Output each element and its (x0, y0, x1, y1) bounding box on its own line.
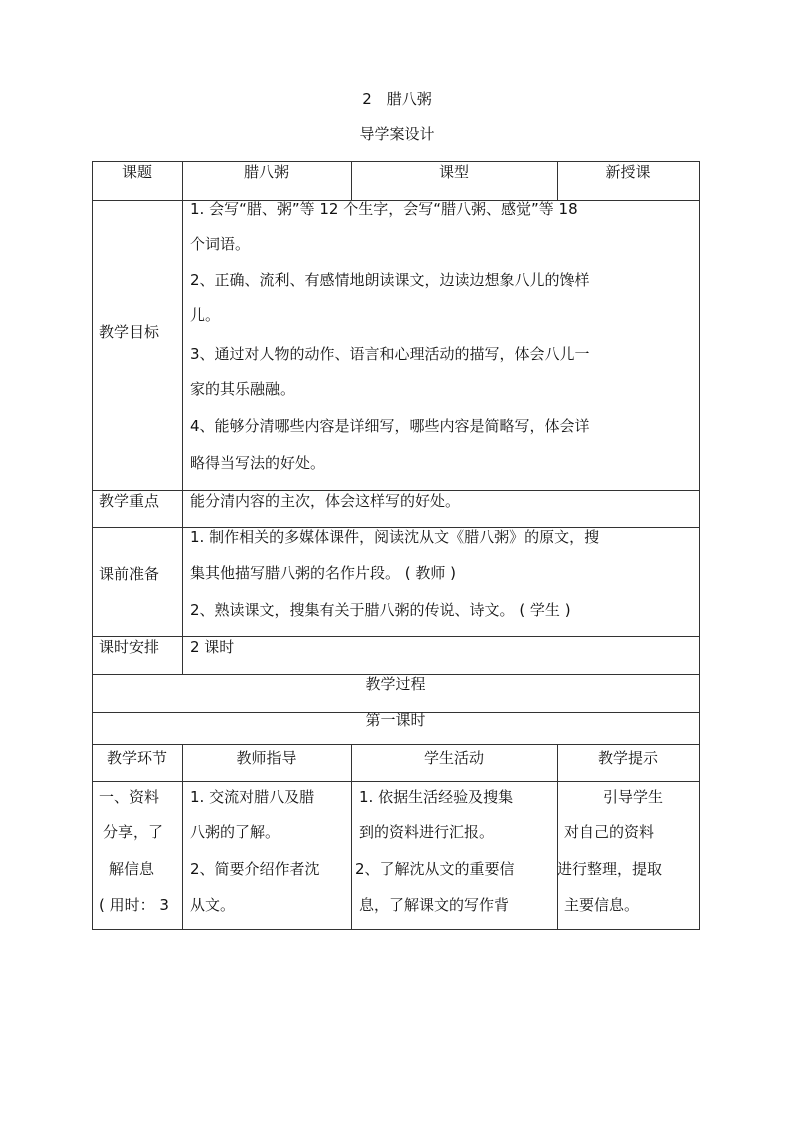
table-rule (92, 744, 700, 745)
topic-label: 课题 (121, 163, 152, 181)
tip-line: 主要信息。 (564, 896, 640, 914)
objective-line: 1. 会写“腊、粥”等 12 个生字，会写“腊八粥、感觉”等 18 (190, 200, 578, 218)
objective-line: 略得当写法的好处。 (190, 454, 326, 472)
tip-line: 引导学生 (603, 788, 664, 806)
table-rule-vertical (182, 744, 183, 930)
table-rule-vertical (351, 744, 352, 930)
preparation-label: 课前准备 (99, 565, 160, 583)
teacher-line: 八粥的了解。 (190, 823, 281, 841)
table-border-bottom (92, 929, 700, 930)
objectives-label: 教学目标 (99, 323, 160, 341)
key-points-label: 教学重点 (99, 492, 160, 510)
objective-line: 4、能够分清哪些内容是详细写，哪些内容是简略写，体会详 (190, 417, 590, 435)
stage-line: ( 用时： 3 (99, 896, 169, 914)
table-rule (92, 636, 700, 637)
tip-line: 对自己的资料 (564, 823, 655, 841)
objective-line: 儿。 (190, 306, 221, 324)
student-line: 2、了解沈从文的重要信 (355, 860, 515, 878)
column-header-teacher: 教师指导 (236, 749, 297, 767)
type-value: 新授课 (605, 163, 651, 181)
student-line: 到的资料进行汇报。 (359, 823, 495, 841)
page-subtitle: 导学案设计 (359, 125, 435, 143)
column-header-stage: 教学环节 (106, 749, 167, 767)
teacher-line: 2、简要介绍作者沈 (190, 860, 320, 878)
type-label: 课型 (438, 163, 469, 181)
lesson-title: 2 腊八粥 (362, 90, 432, 108)
column-header-tips: 教学提示 (597, 749, 658, 767)
preparation-line: 1. 制作相关的多媒体课件，阅读沈从文《腊八粥》的原文，搜 (190, 528, 600, 546)
process-heading: 教学过程 (365, 675, 426, 693)
stage-line: 解信息 (109, 860, 155, 878)
objective-line: 家的其乐融融。 (190, 380, 296, 398)
preparation-line: 2、熟读课文，搜集有关于腊八粥的传说、诗文。 ( 学生 ) (190, 601, 571, 619)
table-rule (92, 781, 700, 782)
objective-line: 个词语。 (190, 235, 251, 253)
table-border-right (699, 161, 700, 930)
table-rule-vertical (557, 744, 558, 930)
teacher-line: 从文。 (190, 896, 236, 914)
column-header-student: 学生活动 (423, 749, 484, 767)
session-heading: 第一课时 (365, 711, 426, 729)
preparation-line: 集其他描写腊八粥的名作片段。 ( 教师 ) (190, 564, 457, 582)
objective-line: 2、正确、流利、有感情地朗读课文，边读边想象八儿的馋样 (190, 271, 590, 289)
table-rule-vertical (182, 161, 183, 675)
schedule-label: 课时安排 (99, 638, 160, 656)
stage-line: 一、资料 (99, 788, 160, 806)
table-border-left (92, 161, 93, 930)
tip-line: 进行整理，提取 (557, 860, 663, 878)
schedule-text: 2 课时 (190, 638, 235, 656)
objective-line: 3、通过对人物的动作、语言和心理活动的描写，体会八儿一 (190, 345, 590, 363)
student-line: 息，了解课文的写作背 (359, 896, 510, 914)
key-points-text: 能分清内容的主次，体会这样写的好处。 (190, 492, 461, 510)
student-line: 1. 依据生活经验及搜集 (359, 788, 514, 806)
stage-line: 分享，了 (103, 823, 164, 841)
topic-value: 腊八粥 (243, 163, 289, 181)
teacher-line: 1. 交流对腊八及腊 (190, 788, 315, 806)
